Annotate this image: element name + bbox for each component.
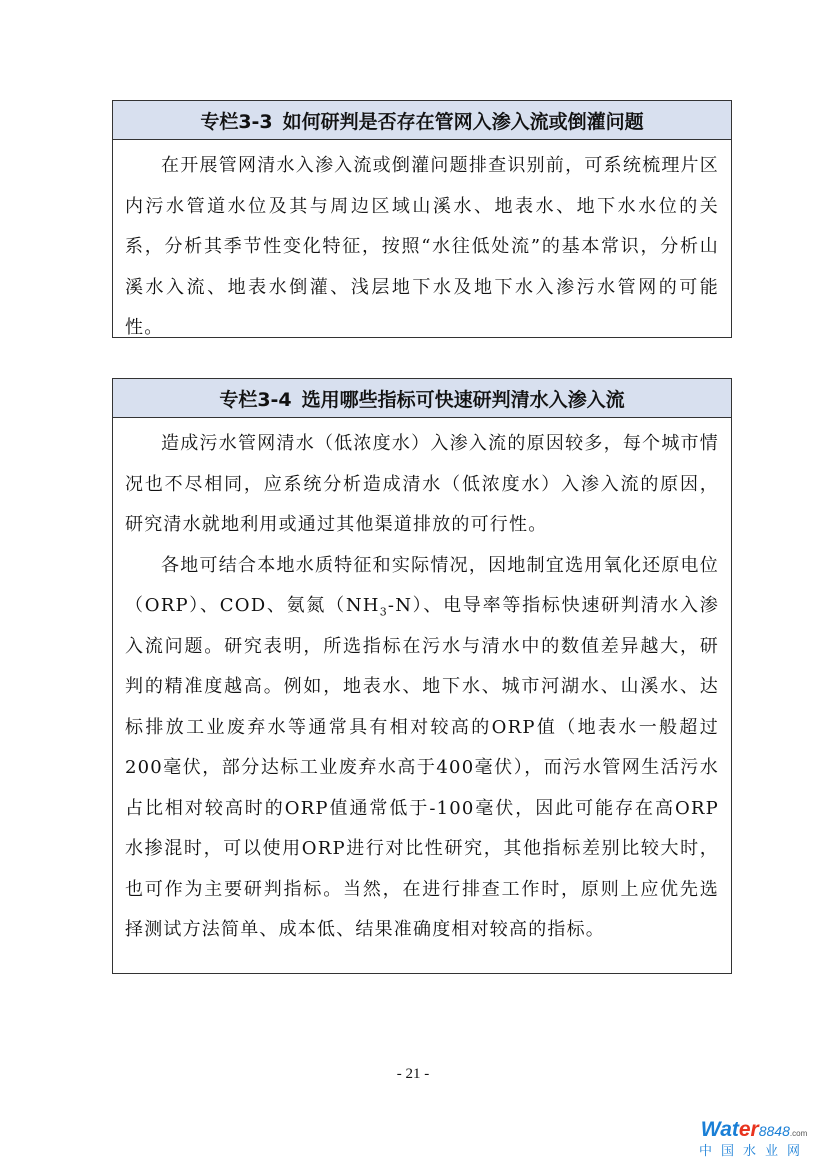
box-body — [113, 140, 731, 349]
box-header — [113, 379, 731, 418]
wm-text: .com — [789, 1129, 808, 1138]
box-body — [113, 418, 731, 951]
wm-text: er — [738, 1118, 759, 1141]
box-header — [113, 101, 731, 140]
paragraph — [125, 546, 719, 951]
page-number: - 21 - — [396, 1066, 430, 1082]
sidebar-box-3-3 — [112, 100, 732, 338]
watermark-subtitle: 中国水业网 — [698, 1144, 809, 1159]
wm-text: Wat — [700, 1118, 739, 1141]
wm-text: 8848 — [758, 1123, 790, 1139]
subscript: 3 — [379, 605, 388, 619]
paragraph: 在开展管网清水入渗入流或倒灌问题排查识别前，可系统梳理片区内污水管道水位及其与周边区域山溪水、地表水、地下水水位的关系，分析其季节性变化特征，按照“水往低处流”的基本常识，分析山溪水入流、地表水倒灌、浅层地下水及地下水入渗污水管网的可能性。 — [125, 155, 719, 338]
watermark-wordmark — [694, 1118, 814, 1142]
box-label: 专栏3-3 — [200, 110, 273, 133]
sidebar-box-3-4 — [112, 378, 732, 974]
watermark-logo — [694, 1118, 814, 1159]
box-label: 专栏3-4 — [219, 388, 292, 411]
text-run: -N）、电导率等指标快速研判清水入渗入流问题。研究表明，所选指标在污水与清水中的数值差异越大，研判的精准度越高。例如，地表水、地下水、城市河湖水、山溪水、达标排放工业废弃水等通常具有相对较高的ORP值（地表水一般超过200毫伏，部分达标工业废弃水高于400毫伏），而污水管网生活污水占比相对较高时的ORP值通常低于-100毫伏，因此可能存在高ORP水掺混时，可以使用ORP进行对比性研究，其他指标差别比较大时，也可作为主要研判指标。当然，在进行排查工作时，原则上应优先选择测试方法简单、成本低、结果准确度相对较高的指标。 — [125, 595, 719, 940]
box-title: 选用哪些指标可快速研判清水入渗入流 — [301, 388, 625, 411]
text-run: 各地可结合本地水质特征和实际情况，因地制宜选用氧化还原电位（ORP）、COD、氨氮（NH — [125, 554, 719, 616]
box-title: 如何研判是否存在管网入渗入流或倒灌问题 — [282, 110, 644, 133]
paragraph: 造成污水管网清水（低浓度水）入渗入流的原因较多，每个城市情况也不尽相同，应系统分析造成清水（低浓度水）入渗入流的原因，研究清水就地利用或通过其他渠道排放的可行性。 — [125, 433, 719, 535]
